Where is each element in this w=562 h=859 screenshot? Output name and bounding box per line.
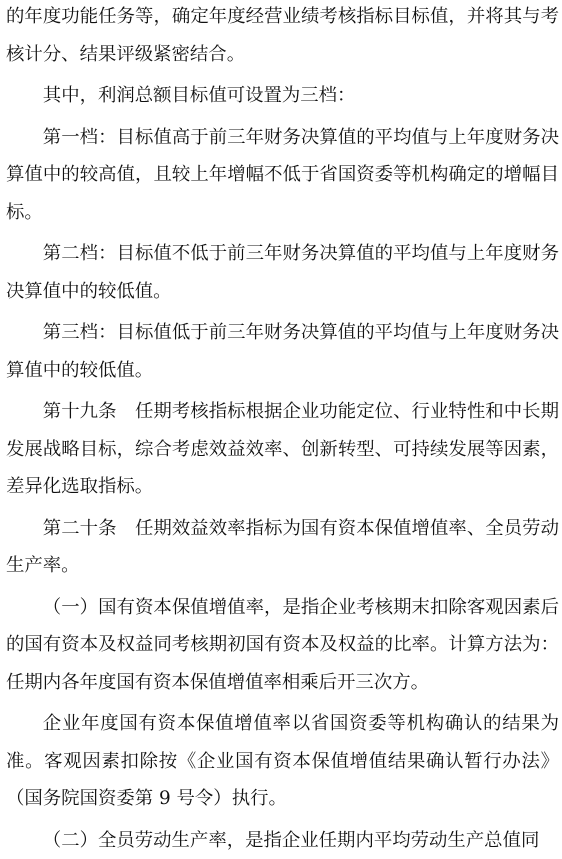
paragraph-annual-rate-confirmation: 企业年度国有资本保值增值率以省国资委等机构确认的结果为准。客观因素扣除按《企业国有资本保值增值结果确认暂行办法》（国务院国资委第 9 号令）执行。 xyxy=(0,705,562,818)
paragraph-tier-two: 第二档：目标值不低于前三年财务决算值的平均值与上年度财务决算值中的较低值。 xyxy=(0,235,562,310)
paragraph-tier-one: 第一档：目标值高于前三年财务决算值的平均值与上年度财务决算值中的较高值，且较上年增幅不低于省国资委等机构确定的增幅目标。 xyxy=(0,119,562,232)
paragraph-article-19: 第十九条 任期考核指标根据企业功能定位、行业特性和中长期发展战略目标，综合考虑效益效率、创新转型、可持续发展等因素，差异化选取指标。 xyxy=(0,393,562,506)
paragraph-profit-tiers-intro: 其中，利润总额目标值可设置为三档： xyxy=(0,77,562,115)
paragraph-annual-targets: 的年度功能任务等，确定年度经营业绩考核指标目标值，并将其与考核计分、结果评级紧密结合。 xyxy=(0,0,562,73)
paragraph-article-20: 第二十条 任期效益效率指标为国有资本保值增值率、全员劳动生产率。 xyxy=(0,510,562,585)
paragraph-capital-preservation-rate: （一）国有资本保值增值率，是指企业考核期末扣除客观因素后的国有资本及权益同考核期初国有资本及权益的比率。计算方法为：任期内各年度国有资本保值增值率相乘后开三次方。 xyxy=(0,589,562,702)
paragraph-tier-three: 第三档：目标值低于前三年财务决算值的平均值与上年度财务决算值中的较低值。 xyxy=(0,314,562,389)
paragraph-labor-productivity: （二）全员劳动生产率，是指企业任期内平均劳动生产总值同 xyxy=(0,822,562,859)
